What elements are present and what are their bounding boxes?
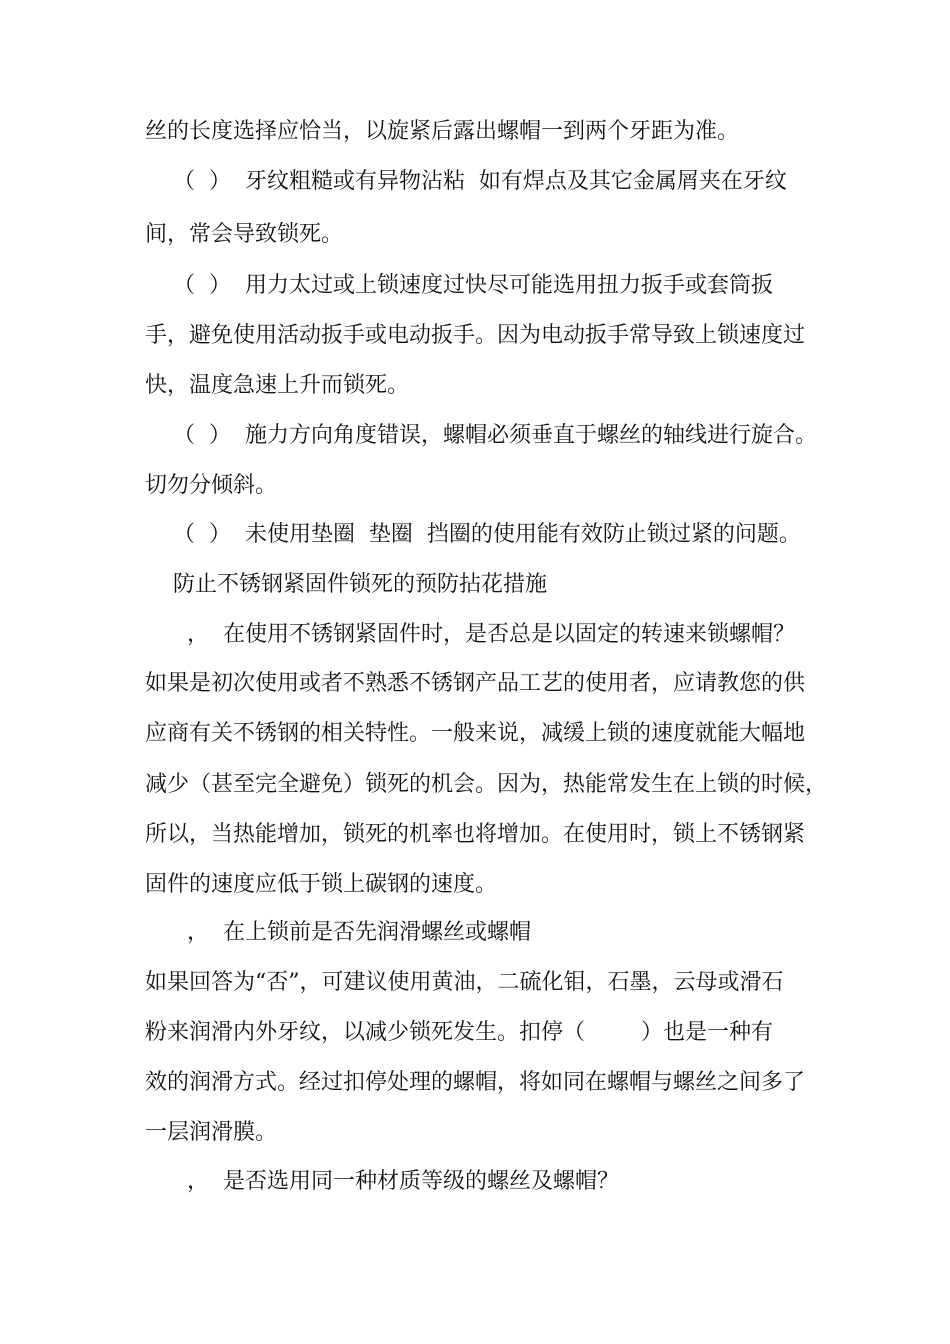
text-line: （ ） 施力方向角度错误，螺帽必须垂直于螺丝的轴线进行旋合。 (145, 423, 817, 448)
text-line: ， 在上锁前是否先润滑螺丝或螺帽 (145, 920, 531, 945)
text-line: 效的润滑方式。经过扣停处理的螺帽，将如同在螺帽与螺丝之间多了 (145, 1070, 806, 1095)
text-line: 粉来润滑内外牙纹，以减少锁死发生。扣停（ ）也是一种有 (145, 1020, 773, 1045)
text-line: ， 在使用不锈钢紧固件时，是否总是以固定的转速来锁螺帽？ (145, 622, 795, 647)
text-line: 间，常会导致锁死。 (145, 222, 344, 247)
text-line: 切勿分倾斜。 (145, 473, 278, 498)
text-line: 应商有关不锈钢的相关特性。一般来说，减缓上锁的速度就能大幅地 (145, 721, 806, 746)
text-line: 快，温度急速上升而锁死。 (145, 373, 410, 398)
text-line: 丝的长度选择应恰当，以旋紧后露出螺帽一到两个牙距为准。 (145, 119, 740, 144)
text-line: 如果回答为“否”，可建议使用黄油，二硫化钼，石墨，云母或滑石 (145, 970, 784, 995)
text-line: （ ） 未使用垫圈 垫圈 挡圈的使用能有效防止锁过紧的问题。 (145, 522, 801, 547)
text-line: 手，避免使用活动扳手或电动扳手。因为电动扳手常导致上锁速度过 (145, 323, 806, 348)
text-line: 减少（甚至完全避免）锁死的机会。因为，热能常发生在上锁的时候， (145, 772, 828, 797)
text-line: ， 是否选用同一种材质等级的螺丝及螺帽？ (145, 1169, 619, 1194)
section-heading: 防止不锈钢紧固件锁死的预防拈花措施 (145, 572, 547, 597)
text-line: 固件的速度应低于锁上碳钢的速度。 (145, 872, 498, 897)
text-line: 所以，当热能增加，锁死的机率也将增加。在使用时，锁上不锈钢紧 (145, 822, 806, 847)
text-line: 如果是初次使用或者不熟悉不锈钢产品工艺的使用者，应请教您的供 (145, 671, 806, 696)
text-line: （ ） 用力太过或上锁速度过快尽可能选用扭力扳手或套筒扳 (145, 273, 773, 298)
text-line: 一层润滑膜。 (145, 1120, 278, 1145)
text-line: （ ） 牙纹粗糙或有异物沾粘 如有焊点及其它金属屑夹在牙纹 (145, 169, 787, 194)
